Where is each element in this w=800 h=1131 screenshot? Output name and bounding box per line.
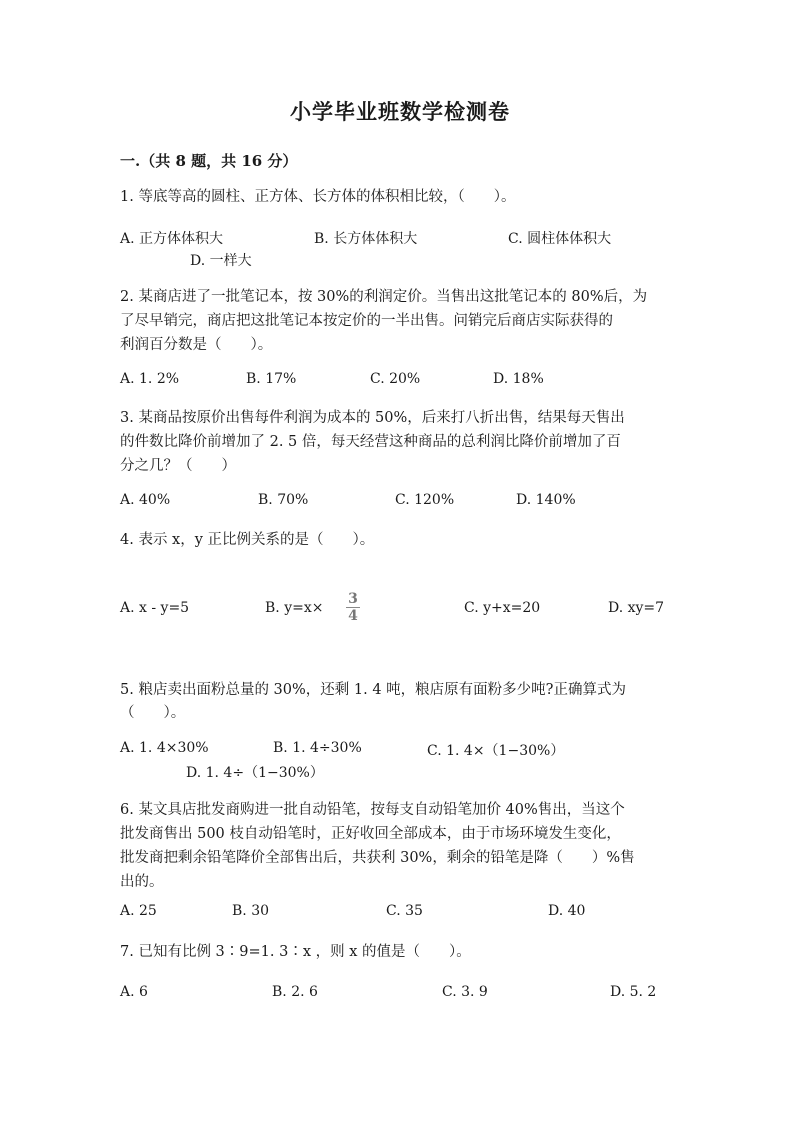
q2-option-a: A. 1. 2%	[120, 371, 180, 387]
question-2-line-2: 了尽早销完，商店把这批笔记本按定价的一半出售。问销完后商店实际获得的	[120, 313, 613, 329]
q4-option-a: A. x - y=5	[120, 600, 190, 616]
q2-option-c: C. 20%	[370, 371, 421, 387]
section-heading: 一.（共 8 题，共 16 分）	[120, 152, 298, 170]
question-3-line-3: 分之几？（ ）	[120, 458, 236, 474]
question-6-line-2: 批发商售出 500 枝自动铅笔时，正好收回全部成本，由于市场环境发生变化，	[120, 826, 621, 842]
question-5-line-1: 5. 粮店卖出面粉总量的 30%，还剩 1. 4 吨，粮店原有面粉多少吨?正确算式为	[120, 682, 626, 698]
q5-option-b: B. 1. 4÷30%	[273, 740, 362, 756]
q1-option-c: C. 圆柱体体积大	[508, 231, 612, 247]
question-6-line-3: 批发商把剩余铅笔降价全部售出后，共获利 30%，剩余的铅笔是降（ ）%售	[120, 850, 635, 866]
q7-option-d: D. 5. 2	[610, 984, 657, 1000]
q1-option-a: A. 正方体体积大	[120, 231, 224, 247]
question-6-line-4: 出的。	[120, 874, 164, 890]
question-2-line-3: 利润百分数是（ ）。	[120, 337, 273, 353]
q7-option-c: C. 3. 9	[442, 984, 488, 1000]
fraction-denominator: 4	[348, 608, 358, 624]
q7-option-b: B. 2. 6	[272, 984, 318, 1000]
q4-option-d: D. xy=7	[608, 600, 665, 616]
question-4-text: 4. 表示 x，y 正比例关系的是（ ）。	[120, 532, 375, 548]
q5-option-a: A. 1. 4×30%	[120, 740, 209, 756]
q3-option-c: C. 120%	[395, 492, 455, 508]
q6-option-d: D. 40	[548, 903, 586, 919]
q7-option-a: A. 6	[120, 984, 148, 1000]
question-7-text: 7. 已知有比例 3∶9=1. 3∶x ，则 x 的值是（ ）。	[120, 944, 471, 960]
q6-option-a: A. 25	[120, 903, 157, 919]
q4-option-b: B. y=x×	[265, 600, 324, 616]
page-title: 小学毕业班数学检测卷	[290, 99, 510, 124]
question-1-text: 1. 等底等高的圆柱、正方体、长方体的体积相比较，（ ）。	[120, 189, 516, 205]
q2-option-b: B. 17%	[246, 371, 297, 387]
q6-option-b: B. 30	[232, 903, 270, 919]
question-5-line-2: （ ）。	[120, 705, 186, 721]
q5-option-c: C. 1. 4×（1−30%）	[427, 743, 565, 759]
q4-option-b-fraction	[346, 592, 360, 623]
q2-option-d: D. 18%	[493, 371, 544, 387]
q5-option-d: D. 1. 4÷（1−30%）	[186, 765, 324, 781]
question-3-line-2: 的件数比降价前增加了 2. 5 倍，每天经营这种商品的总利润比降价前增加了百	[120, 434, 621, 450]
q1-option-d: D. 一样大	[190, 253, 252, 269]
q3-option-a: A. 40%	[120, 492, 171, 508]
question-2-line-1: 2. 某商店进了一批笔记本，按 30%的利润定价。当售出这批笔记本的 80%后，为	[120, 289, 648, 305]
q3-option-d: D. 140%	[516, 492, 576, 508]
q3-option-b: B. 70%	[258, 492, 309, 508]
fraction-numerator: 3	[348, 591, 358, 607]
question-6-line-1: 6. 某文具店批发商购进一批自动铅笔，按每支自动铅笔加价 40%售出，当这个	[120, 802, 625, 818]
q6-option-c: C. 35	[386, 903, 423, 919]
q4-option-c: C. y+x=20	[464, 600, 541, 616]
question-3-line-1: 3. 某商品按原价出售每件利润为成本的 50%，后来打八折出售，结果每天售出	[120, 410, 625, 426]
q1-option-b: B. 长方体体积大	[314, 231, 418, 247]
